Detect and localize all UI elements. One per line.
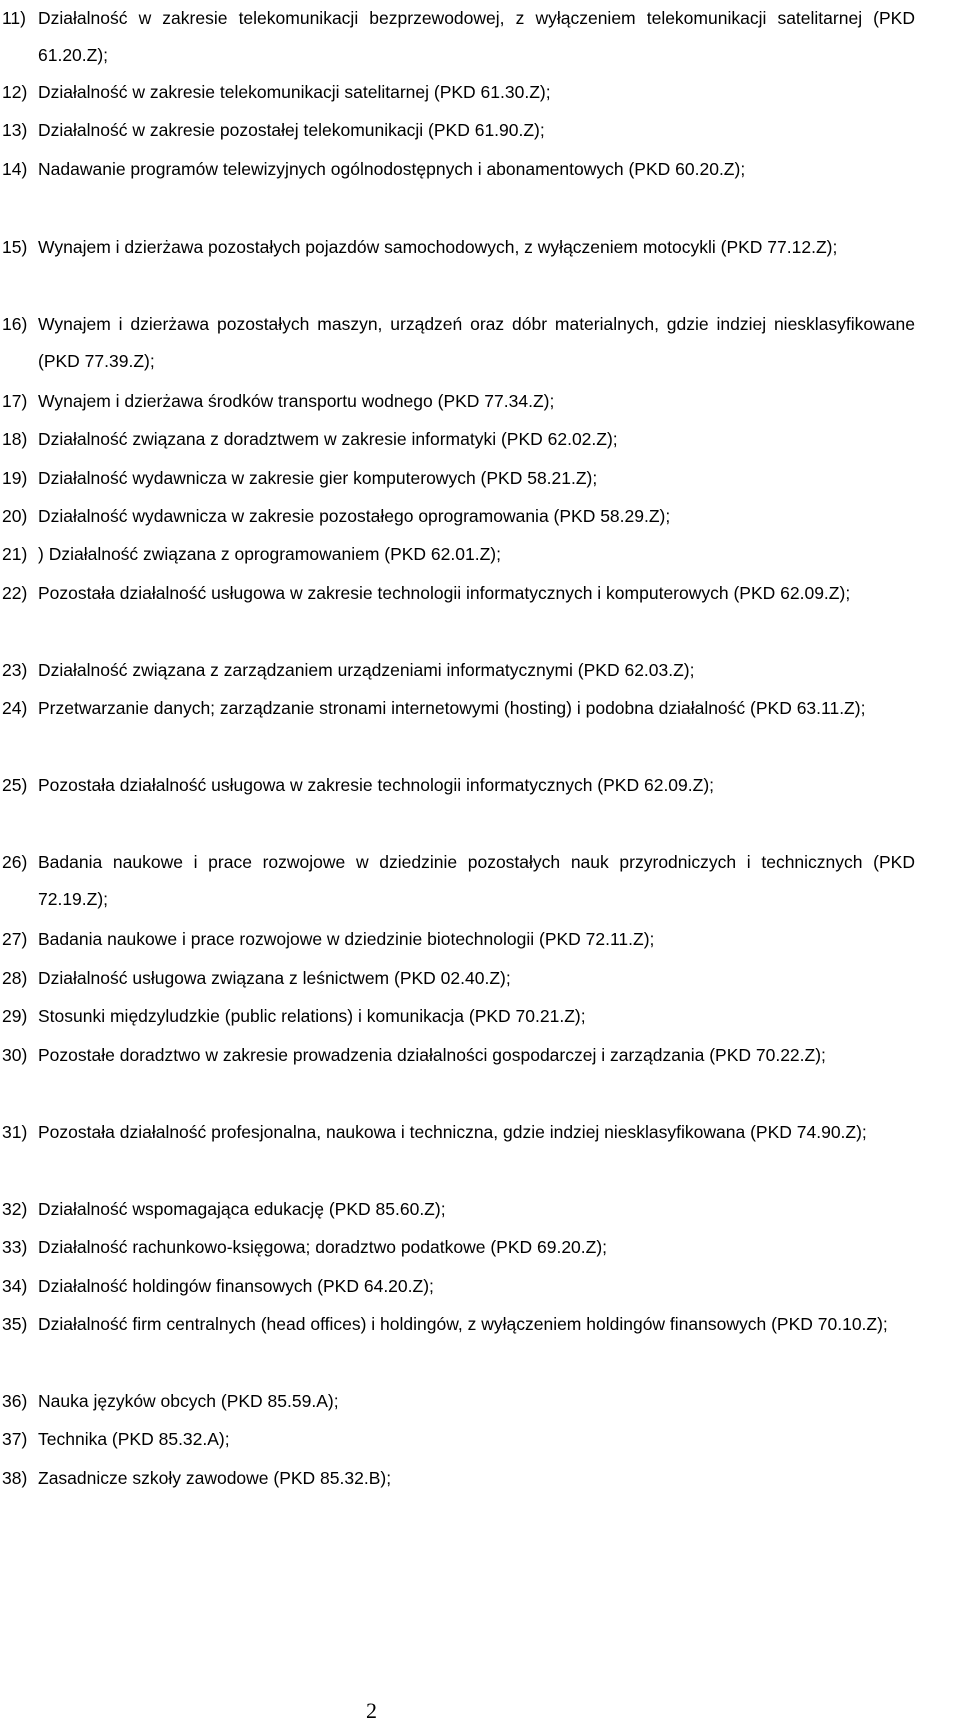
item-text: Działalność w zakresie telekomunikacji satelitarnej (PKD 61.30.Z); [38, 82, 551, 102]
item-number: 21) [2, 544, 28, 564]
item-text: Wynajem i dzierżawa pozostałych maszyn, urządzeń oraz dóbr materialnych, gdzie indziej niesklasyfikowane (PKD 77.39.Z); [38, 314, 915, 371]
list-item [0, 151, 915, 188]
item-number: 23) [2, 660, 28, 680]
item-number: 16) [2, 314, 28, 334]
list-item [0, 1383, 915, 1420]
list-item [0, 652, 915, 689]
item-number: 24) [2, 698, 28, 718]
list-item [0, 460, 915, 497]
item-number: 14) [2, 159, 28, 179]
list-item [0, 1306, 915, 1343]
item-number: 38) [2, 1468, 28, 1488]
list-item [0, 498, 915, 535]
list-item [0, 844, 915, 918]
item-number: 34) [2, 1276, 28, 1296]
item-text: Przetwarzanie danych; zarządzanie stronami internetowymi (hosting) i podobna działalność (PKD 63.11.Z); [38, 698, 866, 718]
item-text: Badania naukowe i prace rozwojowe w dziedzinie pozostałych nauk przyrodniczych i technicznych (PKD 72.19.Z); [38, 852, 915, 909]
item-text: Działalność wspomagająca edukację (PKD 85.60.Z); [38, 1199, 446, 1219]
list-item [0, 1268, 915, 1305]
list-item [0, 960, 915, 997]
item-text: Działalność usługowa związana z leśnictwem (PKD 02.40.Z); [38, 968, 511, 988]
list-item [0, 383, 915, 420]
item-text: Wynajem i dzierżawa środków transportu wodnego (PKD 77.34.Z); [38, 391, 555, 411]
list-item [0, 690, 915, 727]
item-text: Zasadnicze szkoły zawodowe (PKD 85.32.B); [38, 1468, 392, 1488]
list-item [0, 767, 915, 804]
item-text: Technika (PKD 85.32.A); [38, 1429, 230, 1449]
item-number: 20) [2, 506, 28, 526]
item-number: 26) [2, 852, 28, 872]
item-text: Działalność firm centralnych (head offices) i holdingów, z wyłączeniem holdingów finansowych (PKD 70.10.Z); [38, 1314, 888, 1334]
item-text: Działalność holdingów finansowych (PKD 64.20.Z); [38, 1276, 434, 1296]
list-item [0, 1421, 915, 1458]
item-text: Stosunki międzyludzkie (public relations) i komunikacja (PKD 70.21.Z); [38, 1006, 586, 1026]
item-number: 27) [2, 929, 28, 949]
item-number: 28) [2, 968, 28, 988]
item-number: 19) [2, 468, 28, 488]
list-item [0, 1037, 915, 1074]
list-item [0, 1191, 915, 1228]
item-text: Pozostałe doradztwo w zakresie prowadzenia działalności gospodarczej i zarządzania (PKD 70.22.Z); [38, 1045, 826, 1065]
list-item [0, 0, 915, 74]
item-number: 30) [2, 1045, 28, 1065]
item-number: 37) [2, 1429, 28, 1449]
item-number: 18) [2, 429, 28, 449]
item-number: 33) [2, 1237, 28, 1257]
item-text: Nauka języków obcych (PKD 85.59.A); [38, 1391, 339, 1411]
list-item [0, 1114, 915, 1151]
list-item [0, 575, 915, 612]
item-number: 12) [2, 82, 28, 102]
item-text: Działalność związana z doradztwem w zakresie informatyki (PKD 62.02.Z); [38, 429, 618, 449]
list-item [0, 921, 915, 958]
item-number: 22) [2, 583, 28, 603]
item-text: Działalność związana z zarządzaniem urządzeniami informatycznymi (PKD 62.03.Z); [38, 660, 695, 680]
item-text: Pozostała działalność profesjonalna, naukowa i techniczna, gdzie indziej niesklasyfikowana (PKD 74.90.Z); [38, 1122, 867, 1142]
item-number: 29) [2, 1006, 28, 1026]
item-number: 31) [2, 1122, 28, 1142]
list-item [0, 998, 915, 1035]
item-number: 36) [2, 1391, 28, 1411]
item-number: 17) [2, 391, 28, 411]
item-text: Działalność wydawnicza w zakresie gier komputerowych (PKD 58.21.Z); [38, 468, 598, 488]
list-item [0, 74, 915, 111]
item-text: Działalność w zakresie pozostałej telekomunikacji (PKD 61.90.Z); [38, 120, 545, 140]
item-number: 25) [2, 775, 28, 795]
list-item [0, 1229, 915, 1266]
list-item [0, 536, 915, 573]
item-number: 13) [2, 120, 28, 140]
item-number: 15) [2, 237, 28, 257]
item-number: 35) [2, 1314, 28, 1334]
item-text: Nadawanie programów telewizyjnych ogólnodostępnych i abonamentowych (PKD 60.20.Z); [38, 159, 746, 179]
item-number: 11) [2, 8, 26, 28]
item-text: Wynajem i dzierżawa pozostałych pojazdów samochodowych, z wyłączeniem motocykli (PKD 77.12.Z); [38, 237, 838, 257]
item-number: 32) [2, 1199, 28, 1219]
item-text: Działalność rachunkowo-księgowa; doradztwo podatkowe (PKD 69.20.Z); [38, 1237, 608, 1257]
item-text: Działalność wydawnicza w zakresie pozostałego oprogramowania (PKD 58.29.Z); [38, 506, 671, 526]
list-item [0, 306, 915, 380]
list-item [0, 112, 915, 149]
list-item [0, 229, 915, 266]
item-text: Badania naukowe i prace rozwojowe w dziedzinie biotechnologii (PKD 72.11.Z); [38, 929, 655, 949]
item-text: ) Działalność związana z oprogramowaniem (PKD 62.01.Z); [38, 544, 501, 564]
list-item [0, 1460, 915, 1497]
item-text: Pozostała działalność usługowa w zakresie technologii informatycznych i komputerowych (PKD 62.09.Z); [38, 583, 851, 603]
list-item [0, 421, 915, 458]
item-text: Działalność w zakresie telekomunikacji bezprzewodowej, z wyłączeniem telekomunikacji satelitarnej (PKD 61.20.Z); [38, 8, 915, 65]
item-text: Pozostała działalność usługowa w zakresie technologii informatycznych (PKD 62.09.Z); [38, 775, 715, 795]
page-number: 2 [366, 1698, 377, 1723]
